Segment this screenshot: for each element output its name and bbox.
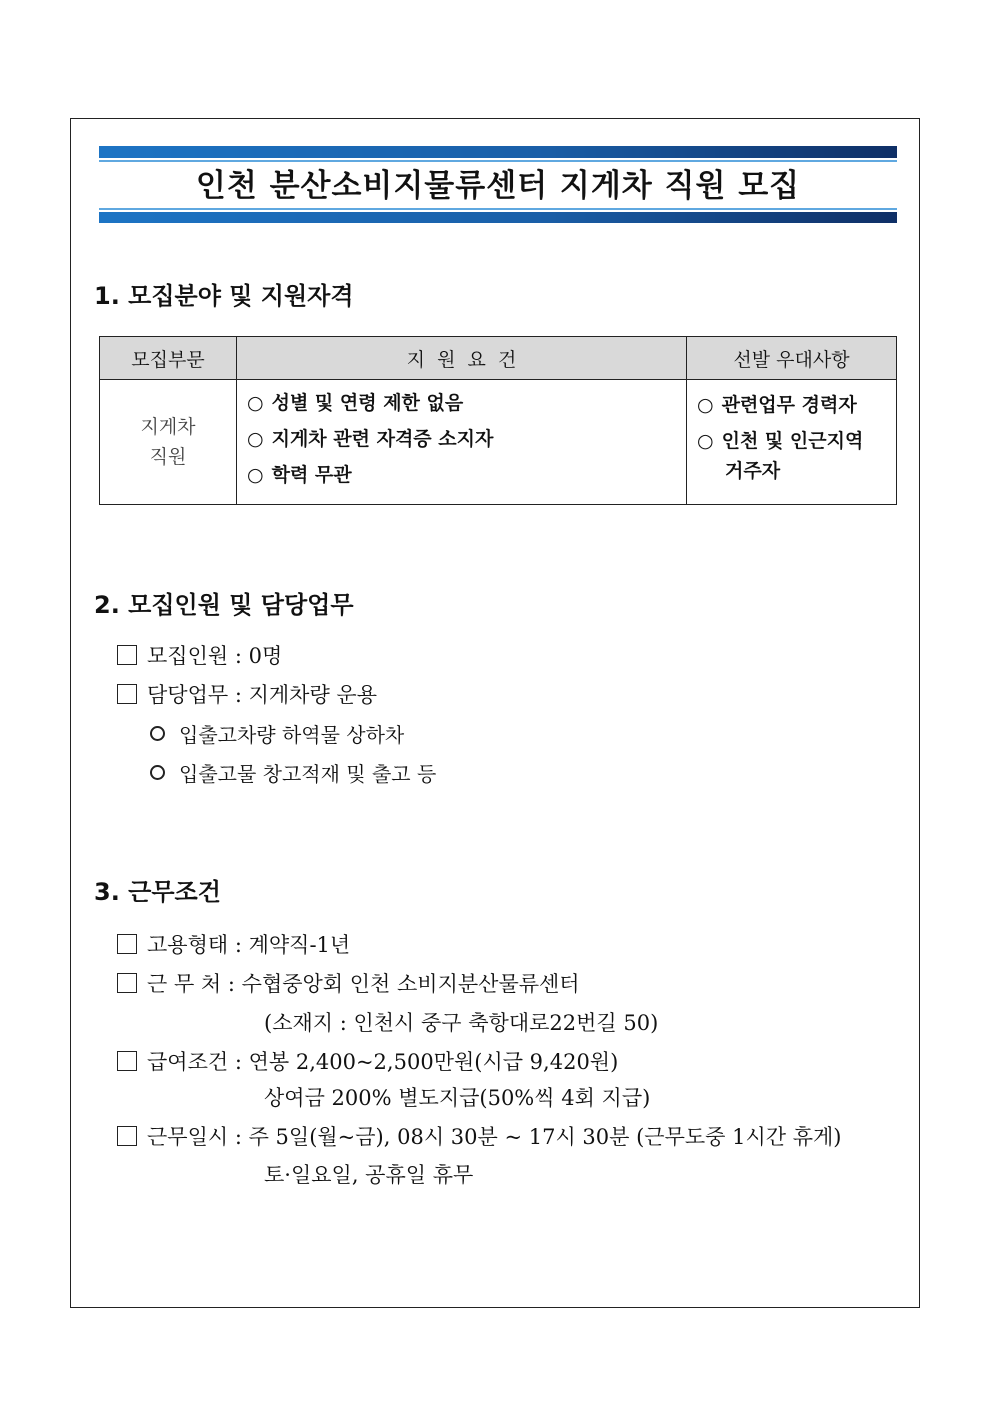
checkbox-square-icon [117,645,137,665]
duty-subitem: 입출고차량 하역물 상하차 [150,719,404,748]
circle-marker-icon: ○ [247,428,264,450]
preference-item: ○ 인천 및 인근지역 [697,430,864,452]
workplace-item: 근 무 처 : 수협중앙회 인천 소비지분산물류센터 [117,968,580,998]
circle-marker-icon: ○ [697,430,714,452]
checkbox-square-icon [117,1126,137,1146]
header-requirements: 지 원 요 건 [237,337,687,380]
bullet-circle-icon [150,765,165,780]
table-header-row [100,337,897,380]
bullet-circle-icon [150,726,165,741]
page-title: 인천 분산소비지물류센터 지게차 직원 모집 [195,168,801,204]
division-line1: 지게차 [140,416,196,438]
circle-marker-icon: ○ [697,394,714,416]
table-row [100,380,897,505]
duty-item: 담당업무 : 지게차량 운용 [117,679,377,709]
title-band-accent-bottom [99,208,897,210]
checkbox-square-icon [117,684,137,704]
section2-heading: 2. 모집인원 및 담당업무 [94,591,354,619]
workplace-address: (소재지 : 인천시 중구 축항대로22번길 50) [264,1011,659,1035]
work-hours-item: 근무일시 : 주 5일(월~금), 08시 30분 ~ 17시 30분 (근무도중 1시간 휴게) [117,1121,842,1151]
circle-marker-icon: ○ [247,464,264,486]
section3-heading: 3. 근무조건 [94,878,221,906]
division-line2: 직원 [149,446,187,468]
circle-marker-icon: ○ [247,392,264,414]
employment-type-item: 고용형태 : 계약직-1년 [117,929,350,959]
requirement-item: ○ 지게차 관련 자격증 소지자 [247,428,494,450]
recruit-count-item: 모집인원 : 0명 [117,640,282,670]
header-preferences: 선발 우대사항 [687,337,897,380]
requirements-cell [237,380,687,505]
title-band-top [99,146,897,158]
section1-heading: 1. 모집분야 및 지원자격 [94,282,354,310]
checkbox-square-icon [117,973,137,993]
division-cell [100,380,237,505]
header-division: 모집부문 [100,337,237,380]
preference-item: ○ 관련업무 경력자 [697,394,857,416]
checkbox-square-icon [117,1051,137,1071]
title-band-bottom [99,212,897,223]
requirements-table [99,336,897,505]
bonus-text: 상여금 200% 별도지급(50%씩 4회 지급) [264,1086,651,1110]
duty-subitem: 입출고물 창고적재 및 출고 등 [150,758,436,787]
requirement-item: ○ 학력 무관 [247,464,352,486]
requirement-item: ○ 성별 및 연령 제한 없음 [247,392,464,414]
checkbox-square-icon [117,934,137,954]
salary-item: 급여조건 : 연봉 2,400~2,500만원(시급 9,420원) [117,1046,618,1076]
title-band-accent [99,160,897,162]
preferences-cell [687,380,897,505]
preference-item-continued: 거주자 [725,460,781,482]
holiday-text: 토·일요일, 공휴일 휴무 [264,1163,474,1187]
